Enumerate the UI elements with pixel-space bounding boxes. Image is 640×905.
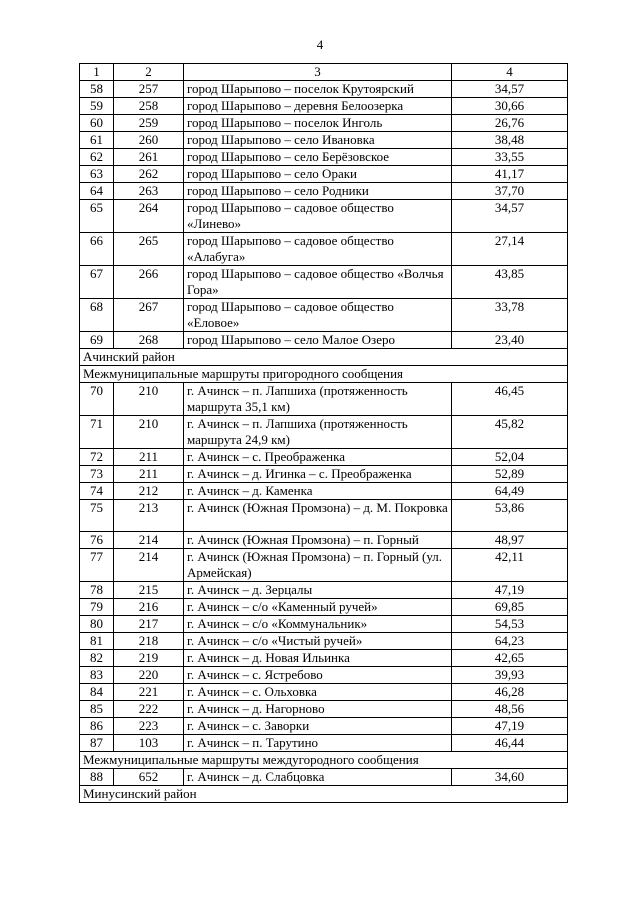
route-code: 222 [114,701,184,718]
route-code: 265 [114,233,184,266]
header-col-4: 4 [452,64,568,81]
table-row [80,383,568,416]
row-number: 74 [80,483,114,500]
route-length: 47,19 [452,718,568,735]
table-row [80,483,568,500]
route-length: 23,40 [452,332,568,349]
section-heading-row [80,752,568,769]
route-name: город Шарыпово – поселок Инголь [184,115,452,132]
table-row [80,149,568,166]
row-number: 79 [80,599,114,616]
route-code: 210 [114,383,184,416]
route-code: 211 [114,449,184,466]
route-code: 260 [114,132,184,149]
table-row [80,299,568,332]
route-name: город Шарыпово – садовое общество «Волчья Гора» [184,266,452,299]
route-length: 37,70 [452,183,568,200]
row-number: 63 [80,166,114,183]
row-number: 62 [80,149,114,166]
route-length: 52,04 [452,449,568,466]
route-code: 220 [114,667,184,684]
route-name: г. Ачинск (Южная Промзона) – п. Горный [184,532,452,549]
row-number: 60 [80,115,114,132]
table-row [80,599,568,616]
route-code: 212 [114,483,184,500]
route-name: город Шарыпово – деревня Белоозерка [184,98,452,115]
route-code: 261 [114,149,184,166]
route-length: 34,57 [452,200,568,233]
route-name: г. Ачинск – п. Лапшиха (протяженность маршрута 35,1 км) [184,383,452,416]
district-heading: Минусинский район [80,786,568,803]
route-length: 27,14 [452,233,568,266]
table-row [80,266,568,299]
route-code: 211 [114,466,184,483]
route-name: город Шарыпово – садовое общество «Еловое» [184,299,452,332]
row-number: 78 [80,582,114,599]
row-number: 76 [80,532,114,549]
section-heading-row [80,366,568,383]
route-name: г. Ачинск – с/о «Каменный ручей» [184,599,452,616]
row-number: 64 [80,183,114,200]
route-code: 214 [114,549,184,582]
route-length: 42,11 [452,549,568,582]
route-name: г. Ачинск – д. Зерцалы [184,582,452,599]
table-row [80,769,568,786]
table-row [80,616,568,633]
row-number: 81 [80,633,114,650]
route-name: г. Ачинск (Южная Промзона) – д. М. Покровка [184,500,452,532]
route-code: 263 [114,183,184,200]
route-name: город Шарыпово – село Родники [184,183,452,200]
route-length: 47,19 [452,582,568,599]
route-name: г. Ачинск – п. Лапшиха (протяженность маршрута 24,9 км) [184,416,452,449]
route-name: город Шарыпово – село Ораки [184,166,452,183]
table-row [80,549,568,582]
route-length: 42,65 [452,650,568,667]
district-heading-row [80,786,568,803]
routes-table-body [80,64,568,803]
row-number: 72 [80,449,114,466]
route-length: 46,45 [452,383,568,416]
route-name: г. Ачинск – с. Ольховка [184,684,452,701]
route-length: 26,76 [452,115,568,132]
row-number: 75 [80,500,114,532]
row-number: 82 [80,650,114,667]
route-code: 266 [114,266,184,299]
route-length: 64,23 [452,633,568,650]
route-length: 46,44 [452,735,568,752]
row-number: 84 [80,684,114,701]
row-number: 83 [80,667,114,684]
table-row [80,466,568,483]
table-row [80,166,568,183]
route-code: 259 [114,115,184,132]
route-name: г. Ачинск – с. Преображенка [184,449,452,466]
row-number: 73 [80,466,114,483]
row-number: 88 [80,769,114,786]
route-length: 41,17 [452,166,568,183]
route-length: 45,82 [452,416,568,449]
route-length: 64,49 [452,483,568,500]
route-length: 33,55 [452,149,568,166]
route-code: 258 [114,98,184,115]
row-number: 58 [80,81,114,98]
route-length: 34,60 [452,769,568,786]
route-length: 69,85 [452,599,568,616]
table-row [80,718,568,735]
table-row [80,115,568,132]
route-name: город Шарыпово – поселок Крутоярский [184,81,452,98]
table-row [80,98,568,115]
table-row [80,183,568,200]
route-code: 264 [114,200,184,233]
routes-table [79,63,568,803]
row-number: 71 [80,416,114,449]
table-row [80,132,568,149]
route-length: 34,57 [452,81,568,98]
route-length: 43,85 [452,266,568,299]
row-number: 59 [80,98,114,115]
table-row [80,735,568,752]
route-name: г. Ачинск – с. Заворки [184,718,452,735]
route-name: г. Ачинск – д. Каменка [184,483,452,500]
table-row [80,500,568,532]
route-code: 210 [114,416,184,449]
header-col-3: 3 [184,64,452,81]
route-code: 217 [114,616,184,633]
table-row [80,701,568,718]
table-row [80,81,568,98]
route-length: 48,97 [452,532,568,549]
table-row [80,233,568,266]
header-col-2: 2 [114,64,184,81]
route-code: 214 [114,532,184,549]
route-length: 38,48 [452,132,568,149]
row-number: 80 [80,616,114,633]
route-name: г. Ачинск – с/о «Коммунальник» [184,616,452,633]
route-code: 223 [114,718,184,735]
row-number: 70 [80,383,114,416]
route-name: город Шарыпово – село Ивановка [184,132,452,149]
route-name: г. Ачинск (Южная Промзона) – п. Горный (ул. Армейская) [184,549,452,582]
route-name: г. Ачинск – п. Тарутино [184,735,452,752]
route-name: г. Ачинск – д. Нагорново [184,701,452,718]
table-row [80,684,568,701]
route-name: г. Ачинск – д. Слабцовка [184,769,452,786]
route-name: г. Ачинск – д. Новая Ильинка [184,650,452,667]
route-name: город Шарыпово – село Берёзовское [184,149,452,166]
table-row [80,650,568,667]
route-length: 54,53 [452,616,568,633]
route-code: 267 [114,299,184,332]
route-code: 652 [114,769,184,786]
table-row [80,532,568,549]
route-name: г. Ачинск – с/о «Чистый ручей» [184,633,452,650]
table-header-row [80,64,568,81]
route-code: 219 [114,650,184,667]
route-length: 39,93 [452,667,568,684]
route-code: 103 [114,735,184,752]
route-code: 218 [114,633,184,650]
row-number: 61 [80,132,114,149]
route-length: 46,28 [452,684,568,701]
route-code: 216 [114,599,184,616]
table-row [80,416,568,449]
row-number: 66 [80,233,114,266]
table-row [80,200,568,233]
row-number: 65 [80,200,114,233]
table-row [80,667,568,684]
row-number: 86 [80,718,114,735]
route-length: 53,86 [452,500,568,532]
table-row [80,633,568,650]
route-code: 221 [114,684,184,701]
route-code: 262 [114,166,184,183]
header-col-1: 1 [80,64,114,81]
table-row [80,449,568,466]
row-number: 87 [80,735,114,752]
section-heading: Межмуниципальные маршруты пригородного сообщения [80,366,568,383]
row-number: 85 [80,701,114,718]
table-row [80,582,568,599]
route-code: 215 [114,582,184,599]
route-code: 257 [114,81,184,98]
route-name: город Шарыпово – село Малое Озеро [184,332,452,349]
route-length: 30,66 [452,98,568,115]
page-number: 4 [316,37,324,52]
route-length: 52,89 [452,466,568,483]
row-number: 77 [80,549,114,582]
route-name: г. Ачинск – с. Ястребово [184,667,452,684]
route-length: 33,78 [452,299,568,332]
route-name: город Шарыпово – садовое общество «Линево» [184,200,452,233]
section-heading: Межмуниципальные маршруты междугородного сообщения [80,752,568,769]
route-code: 213 [114,500,184,532]
route-code: 268 [114,332,184,349]
row-number: 69 [80,332,114,349]
route-name: город Шарыпово – садовое общество «Алабуга» [184,233,452,266]
district-heading-row [80,349,568,366]
row-number: 68 [80,299,114,332]
row-number: 67 [80,266,114,299]
district-heading: Ачинский район [80,349,568,366]
route-length: 48,56 [452,701,568,718]
route-name: г. Ачинск – д. Игинка – с. Преображенка [184,466,452,483]
table-row [80,332,568,349]
